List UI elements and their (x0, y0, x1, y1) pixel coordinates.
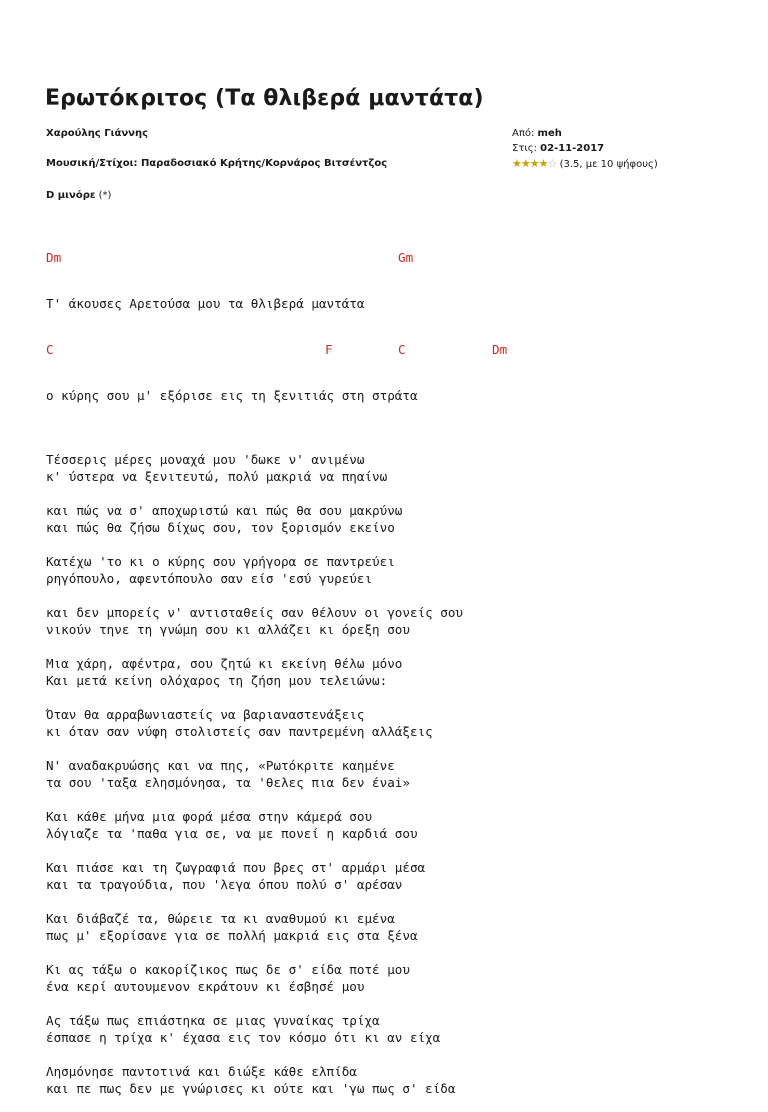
post-date: 02-11-2017 (540, 143, 605, 154)
lyric-line: Μια χάρη, αφέντρα, σου ζητώ κι εκείνη θέλω μόνο (46, 656, 403, 671)
lyric-line: τα σου 'ταξα ελησμόνησα, τα 'θελες πια δεν ένai» (46, 775, 410, 790)
stanza-gap (46, 1046, 463, 1063)
lyric-line: Κατέχω 'το κι ο κύρης σου γρήγορα σε παντρεύει (46, 554, 395, 569)
lyric-line: Και μετά κείνη ολόχαρος τη ζήση μου τελειώνω: (46, 673, 388, 688)
song-key (46, 190, 111, 201)
stanza-gap (46, 944, 463, 961)
chord[interactable]: Dm (46, 250, 62, 265)
lyric-line: λόγιαζε τα 'παθα για σε, να με πονεί η καρδιά σου (46, 826, 418, 841)
from-label: Από: (512, 128, 535, 139)
key-label: D μινόρε (46, 190, 96, 201)
chord-line (46, 342, 508, 357)
song-credits: Μουσική/Στίχοι: Παραδοσιακό Κρήτης/Κορνάρος Βιτσέντζος (46, 158, 388, 169)
lyric-line: κι όταν σαν νύφη στολιστείς σαν παντρεμένη αλλάξεις (46, 724, 433, 739)
chord[interactable]: Dm (492, 342, 508, 357)
chord[interactable]: C (46, 342, 54, 357)
star-icon: ★ (529, 157, 539, 170)
chord[interactable]: C (398, 342, 406, 357)
lyric-line: Λησμόνησε παντοτινά και διώξε κάθε ελπίδα (46, 1064, 357, 1079)
chord-line (46, 250, 463, 265)
stanza-gap (46, 689, 463, 706)
lyric-line: Και διάβαζέ τα, θώρειε τα κι αναθυμού κι εμένα (46, 911, 395, 926)
stanza-gap (46, 638, 463, 655)
lyric-line: και πε πως δεν με γνώρισες κι ούτε και 'γω πως σ' είδα (46, 1081, 456, 1096)
half-star-icon: ★ (538, 157, 548, 170)
author-line (512, 128, 562, 139)
lyric-line: Τ' άκουσες Αρετούσα μου τα θλιβερά μαντάτα (46, 296, 365, 311)
song-title: Ερωτόκριτος (Τα θλιβερά μαντάτα) (45, 86, 484, 111)
stanza-gap (46, 995, 463, 1012)
stanza-gap (46, 740, 463, 757)
author-name[interactable]: meh (537, 128, 562, 139)
lyric-line: Κι ας τάξω ο κακορίζικος πως δε σ' είδα ποτέ μου (46, 962, 410, 977)
stanza-gap (46, 536, 463, 553)
lyric-line: ο κύρης σου μ' εξόρισε εις τη ξενιτιάς στη στράτα (46, 388, 418, 403)
lyric-line: νικούν τηνε τη γνώμη σου κι αλλάζει κι όρεξη σου (46, 622, 410, 637)
empty-star-icon: ☆ (547, 157, 557, 170)
star-icon: ★ (512, 157, 521, 170)
key-note: (*) (98, 190, 112, 201)
stanzas (46, 434, 463, 1097)
lyric-line: Ας τάξω πως επιάστηκα σε μιας γυναίκας τρίχα (46, 1013, 380, 1028)
lyric-line: Τέσσερις μέρες μοναχά μου 'δωκε ν' ανιμένω (46, 452, 365, 467)
lyric-line: Όταν θα αρραβωνιαστείς να βαριαναστενάξεις (46, 707, 365, 722)
rating-text: (3.5, με 10 ψήφους) (559, 159, 658, 170)
lyric-line: και πώς θα ζήσω δίχως σου, τον ξορισμόν εκείνο (46, 520, 395, 535)
lyric-line: και τα τραγούδια, που 'λεγα όπου πολύ σ' αρέσαν (46, 877, 403, 892)
date-line (512, 143, 604, 154)
rating-line (512, 157, 658, 170)
chord[interactable]: F (325, 342, 333, 357)
star-icon: ★ (520, 157, 530, 170)
lyrics-block (46, 220, 508, 1112)
stanza-gap (46, 842, 463, 859)
lyric-line: και πώς να σ' αποχωριστώ και πώς θα σου μακρύνω (46, 503, 403, 518)
lyric-line: ένα κερί αυτουμενον εκράτουν κι έσβησέ μου (46, 979, 365, 994)
lyric-line: έσπασε η τρίχα κ' έχασα εις τον κόσμο ότι κι αν είχα (46, 1030, 441, 1045)
chord[interactable]: Gm (398, 250, 414, 265)
stanza-gap (46, 485, 463, 502)
stanza-gap (46, 893, 463, 910)
lyric-line: και δεν μπορείς ν' αντισταθείς σαν θέλουν οι γονείς σου (46, 605, 464, 620)
lyric-line: Ν' αναδακρυώσης και να πης, «Ρωτόκριτε καημένε (46, 758, 395, 773)
lyric-line: ρηγόπουλο, αφεντόπουλο σαν είσ 'εσύ γυρεύει (46, 571, 373, 586)
artist-name[interactable]: Χαρούλης Γιάννης (46, 128, 149, 139)
lyric-line: Και πιάσε και τη ζωγραφιά που βρες στ' αρμάρι μέσα (46, 860, 426, 875)
lyric-line: κ' ύστερα να ξενιτευτώ, πολύ μακριά να πηαίνω (46, 469, 388, 484)
date-label: Στις: (512, 143, 537, 154)
lyric-line: πως μ' εξορίσανε για σε πολλή μακριά εις στα ξένα (46, 928, 418, 943)
stanza-gap (46, 791, 463, 808)
stanza-gap (46, 587, 463, 604)
star-rating[interactable] (512, 157, 556, 170)
lyric-line: Και κάθε μήνα μια φορά μέσα στην κάμερά σου (46, 809, 373, 824)
stanza-gap (46, 434, 463, 451)
